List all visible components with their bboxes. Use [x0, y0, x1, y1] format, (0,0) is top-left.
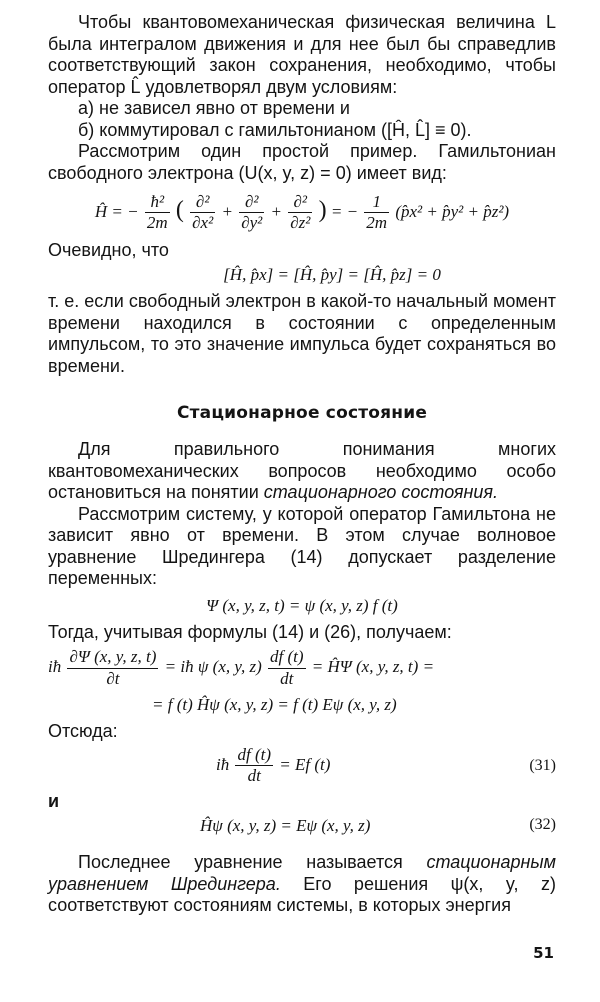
- equation-32: Ĥψ (x, y, z) = Eψ (x, y, z) (32): [200, 816, 556, 836]
- separation-equation: Ψ (x, y, z, t) = ψ (x, y, z) f (t): [206, 595, 398, 615]
- free-electron-paragraph: т. е. если свободный электрон в какой-то начальный момент времени находился в состоянии с определенным импульсом, то это значение импульса будет сохраняться во времени.: [48, 291, 556, 376]
- and-word: и: [48, 790, 60, 811]
- section-title: Стационарное состояние: [176, 403, 428, 424]
- equation-number-32: (32): [529, 816, 556, 834]
- equation-31: iħ $\frac{df (t)}{dt}$ = Ef (t) (31): [216, 744, 556, 785]
- stationary-paragraph-2: Рассмотрим систему, у которой оператор Гамильтона не зависит явно от времени. В этом случае волновое уравнение Шредингера (14) допускает разделение переменных:: [48, 503, 556, 589]
- equation-number-31: (31): [529, 756, 556, 774]
- long-equation-line-2: = f (t) Ĥψ (x, y, z) = f (t) Eψ (x, y, z): [152, 695, 397, 715]
- final-paragraph: Последнее уравнение называется стационарным уравнением Шредингера. Его решения ψ(x, y, z) соответствуют состояниям системы, в которых энергия: [48, 852, 556, 916]
- hence-text: Отсюда:: [48, 721, 118, 742]
- page-content: [48, 12, 556, 917]
- then-text: Тогда, учитывая формулы (14) и (26), получаем:: [48, 621, 452, 642]
- intro-paragraph-1: Чтобы квантовомеханическая физическая величина L была интегралом движения и для нее был бы справедлив соответствующий закон сохранения, необходимо, чтобы оператор L̂ удовлетворял двум условиям:: [48, 12, 556, 97]
- intro-paragraph-2: Рассмотрим один простой пример. Гамильтониан свободного электрона (U(x, y, z) = 0) имеет вид:: [48, 141, 556, 183]
- page-number: 51: [533, 944, 554, 962]
- commutator-equation: [Ĥ, p̂x] = [Ĥ, p̂y] = [Ĥ, p̂z] = 0: [223, 265, 441, 285]
- condition-a: а) не зависел явно от времени и: [78, 98, 350, 118]
- long-equation-line-1: iħ $\frac{\partial\Psi (x, y, z, t)}{\partial t}$ = iħ ψ (x, y, z) $\frac{df (t)}{dt}$ = ĤΨ (x, y, z, t) =: [48, 647, 435, 688]
- condition-b: б) коммутировал с гамильтонианом ([Ĥ, L̂] ≡ 0).: [78, 119, 472, 140]
- obvious-text: Очевидно, что: [48, 239, 169, 260]
- stationary-paragraph-1: Для правильного понимания многих квантовомеханических вопросов необходимо особо остановиться на понятии стационарного состояния.: [48, 439, 556, 503]
- hamiltonian-equation: Ĥ = − $\frac{\text{ħ²}}{2m}$ ( $\frac{\text{∂²}}{\text{∂x²}}$ + $\frac{\text{∂²}}{\text{∂y²}}$ + $\frac{\text{∂²}}{\text{∂z²}}$ ) = − $\frac{1}{2m}$ (p̂x² + p̂y² + p̂z²): [94, 192, 510, 233]
